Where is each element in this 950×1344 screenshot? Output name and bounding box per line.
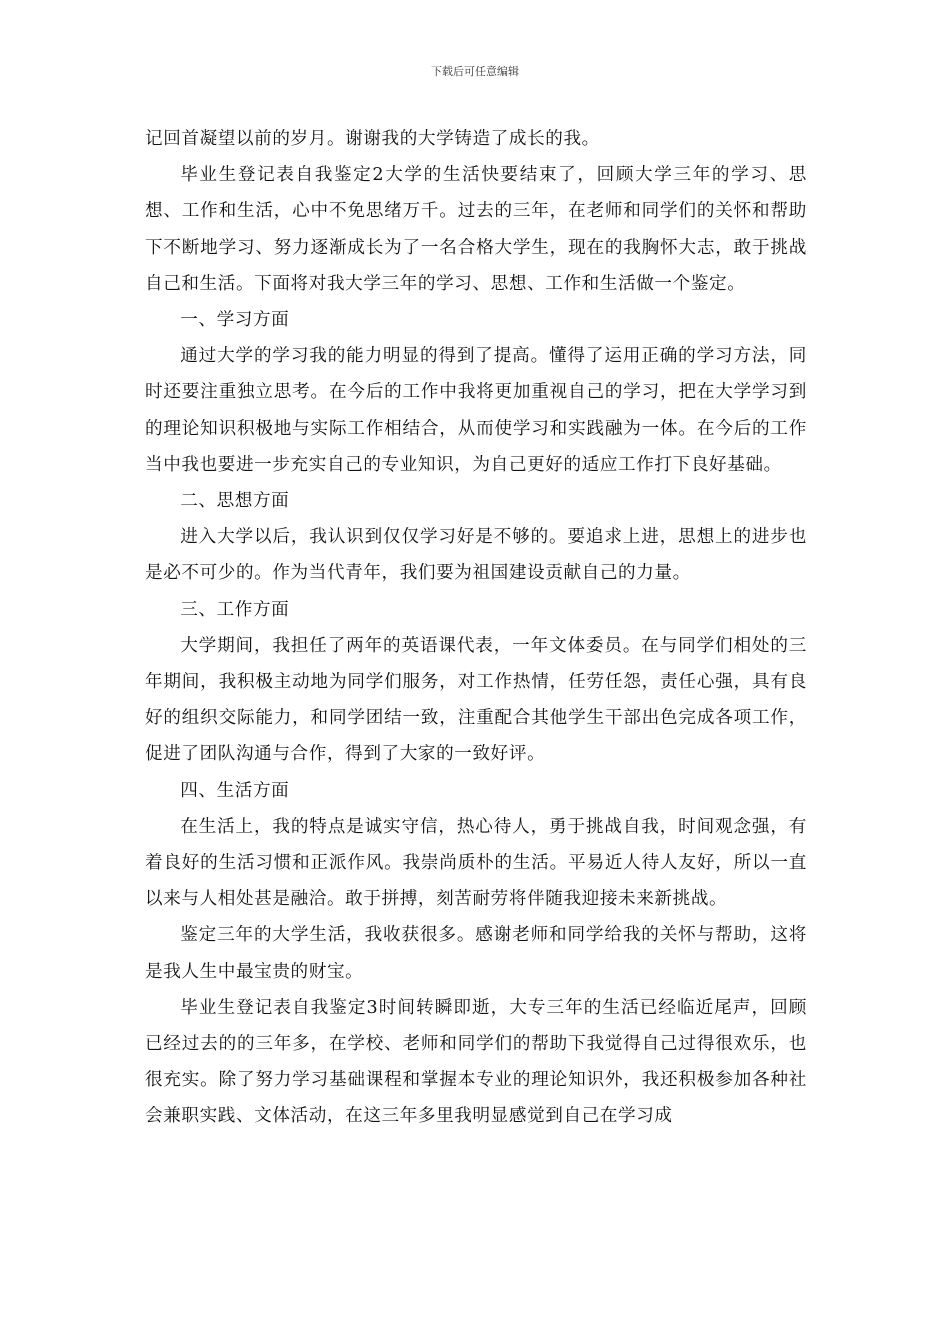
paragraph-continuation: 记回首凝望以前的岁月。谢谢我的大学铸造了成长的我。 xyxy=(145,129,600,149)
paragraph-summary: 鉴定三年的大学生活，我收获很多。感谢老师和同学给我的关怀与帮助，这将是我人生中最宝贵的财宝。 xyxy=(145,925,807,982)
paragraph-intro-2: 毕业生登记表自我鉴定2大学的生活快要结束了，回顾大学三年的学习、思想、工作和生活，心中不免思绪万千。过去的三年，在老师和同学们的关怀和帮助下不断地学习、努力逐渐成长为了一名合格大学生，现在的我胸怀大志，敢于挑战自己和生活。下面将对我大学三年的学习、思想、工作和生活做一个鉴定。 xyxy=(145,165,807,294)
section-heading-study: 一、学习方面 xyxy=(180,310,290,331)
paragraph-work: 大学期间，我担任了两年的英语课代表，一年文体委员。在与同学们相处的三年期间，我积极主动地为同学们服务，对工作热情，任劳任怨，责任心强，具有良好的组织交际能力，和同学团结一致，注重配合其他学生干部出色完成各项工作，促进了团队沟通与合作，得到了大家的一致好评。 xyxy=(145,635,807,765)
section-heading-life: 四、生活方面 xyxy=(180,780,290,801)
page-header: 下载后可任意编辑 xyxy=(431,65,519,78)
document-body xyxy=(145,121,807,1135)
paragraph-study: 通过大学的学习我的能力明显的得到了提高。懂得了运用正确的学习方法，同时还要注重独立思考。在今后的工作中我将更加重视自己的学习，把在大学学习到的理论知识积极地与实际工作相结合，从而使学习和实践融为一体。在今后的工作当中我也要进一步充实自己的专业知识，为自己更好的适应工作打下良好基础。 xyxy=(145,346,807,475)
section-heading-work: 三、工作方面 xyxy=(180,599,290,620)
paragraph-life: 在生活上，我的特点是诚实守信，热心待人，勇于挑战自我，时间观念强，有着良好的生活习惯和正派作风。我崇尚质朴的生活。平易近人待人友好，所以一直以来与人相处甚是融洽。敢于拼搏，刻苦耐劳将伴随我迎接未来新挑战。 xyxy=(145,816,807,910)
paragraph-intro-3: 毕业生登记表自我鉴定3时间转瞬即逝，大专三年的生活已经临近尾声，回顾已经过去的的三年多，在学校、老师和同学们的帮助下我觉得自己过得很欢乐，也很充实。除了努力学习基础课程和掌握本专业的理论知识外，我还积极参加各种社会兼职实践、文体活动，在这三年多里我明显感觉到自己在学习成 xyxy=(145,997,807,1127)
section-heading-thought: 二、思想方面 xyxy=(180,491,290,512)
paragraph-thought: 进入大学以后，我认识到仅仅学习好是不够的。要追求上进，思想上的进步也是必不可少的。作为当代青年，我们要为祖国建设贡献自己的力量。 xyxy=(145,527,807,584)
